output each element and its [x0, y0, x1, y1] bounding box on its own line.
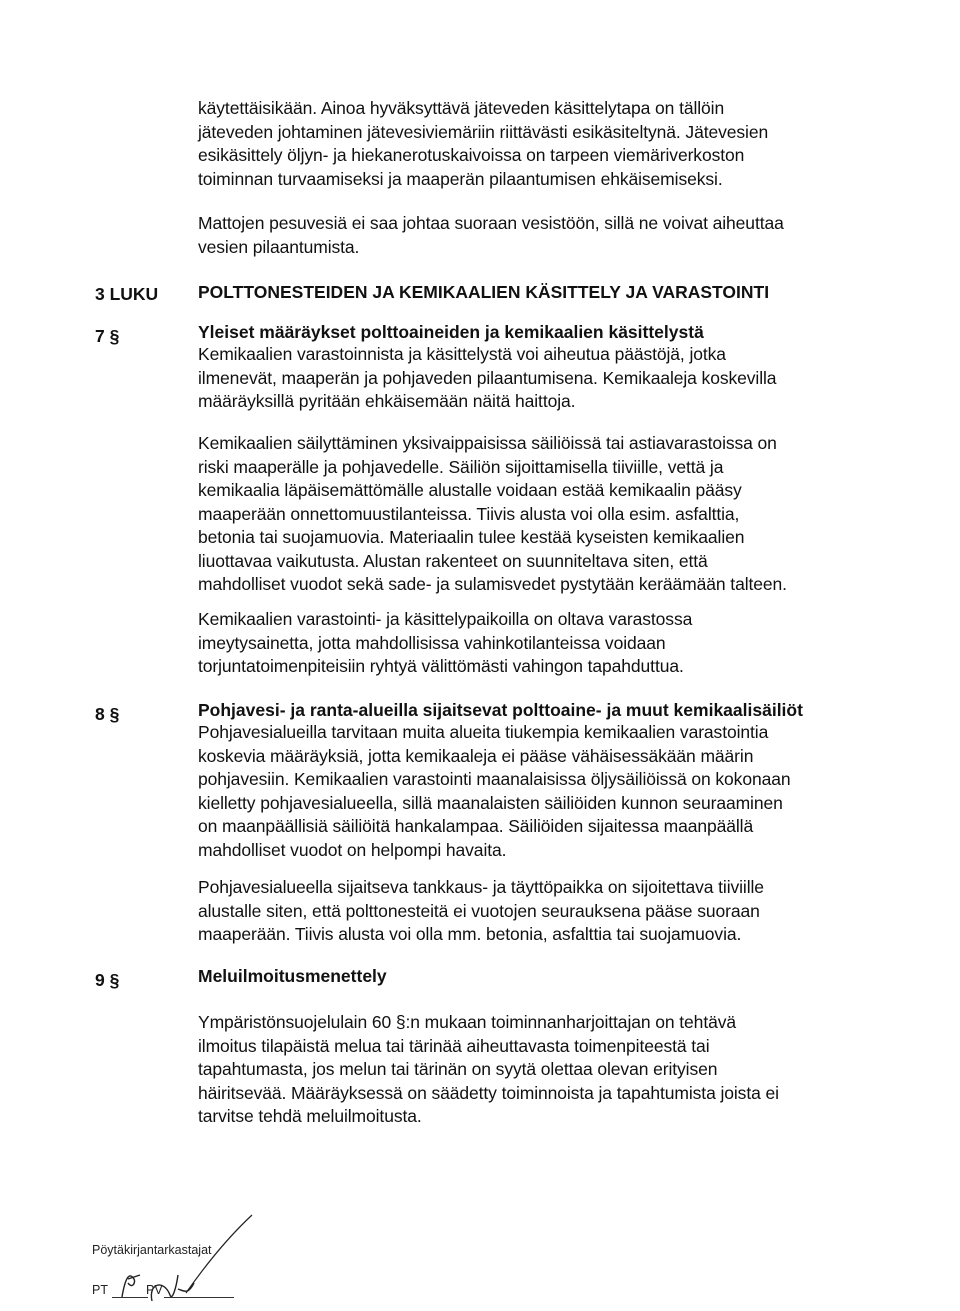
section-label-8: 8 §: [95, 704, 120, 724]
footer-pv-label: PV: [146, 1283, 163, 1297]
text-line: kemikaalia läpäisemättömälle alustalle voidaan estää kemikaalin pääsy: [198, 480, 742, 500]
chapter-title: POLTTONESTEIDEN JA KEMIKAALIEN KÄSITTELY JA VARASTOINTI: [198, 282, 770, 302]
text-line: imeytysainetta, jotta mahdollisissa vahinkotilanteissa voidaan: [198, 632, 666, 653]
text-line: on maanpäällisiä säiliöitä hankalampaa. Säiliöiden sijaitessa maanpäällä: [198, 816, 754, 836]
text-line: maaperään. Tiivis alusta voi olla mm. betonia, asfalttia tai suojamuovia.: [198, 924, 742, 944]
section-label-9: 9 §: [95, 970, 120, 990]
section-heading-7: Yleiset määräykset polttoaineiden ja kemikaalien käsittelystä: [198, 322, 704, 342]
section-heading-8: Pohjavesi- ja ranta-alueilla sijaitsevat polttoaine- ja muut kemikaalisäiliöt: [198, 700, 803, 720]
text-line: Kemikaalien varastoinnista ja käsittelystä voi aiheutua päästöjä, jotka: [198, 344, 726, 364]
text-line: toiminnan turvaamiseksi ja maaperän pilaantumisen ehkäisemiseksi.: [198, 168, 723, 189]
text-line: Pohjavesialueella sijaitseva tankkaus- ja täyttöpaikka on sijoitettava tiiviille: [198, 877, 764, 897]
text-line: Ympäristönsuojelulain 60 §:n mukaan toiminnanharjoittajan on tehtävä: [198, 1012, 736, 1032]
text-line: määräyksillä pyritään ehkäisemään näitä haittoja.: [198, 391, 576, 411]
footer-title: Pöytäkirjantarkastajat: [92, 1243, 212, 1257]
text-line: käytettäisikään. Ainoa hyväksyttävä jäteveden käsittelytapa on tällöin: [198, 98, 725, 118]
section-label-7: 7 §: [95, 326, 120, 346]
text-line: ilmenevät, maaperän ja pohjaveden pilaantumisena. Kemikaaleja koskevilla: [198, 367, 777, 388]
text-line: koskevia määräyksiä, jotta kemikaaleja ei pääse vähäisessäkään määrin: [198, 745, 754, 766]
text-line: tapahtumasta, jos melun tai tärinän on syytä olettaa olevan erityisen: [198, 1059, 718, 1079]
text-line: ilmoitus tilapäistä melua tai tärinää aiheuttavasta toimenpiteestä tai: [198, 1035, 710, 1056]
text-line: Kemikaalien varastointi- ja käsittelypaikoilla on oltava varastossa: [198, 609, 693, 629]
text-line: betonia tai suojamuovia. Materiaalin tulee kestää kyseisten kemikaalien: [198, 527, 745, 547]
handwritten-signature: [92, 1213, 272, 1303]
intro-paragraph-1: [198, 97, 898, 191]
text-line: häiritsevää. Määräyksessä on säädetty toiminnoista ja tapahtumista joista ei: [198, 1082, 779, 1103]
text-line: esikäsittely öljyn- ja hiekanerotuskaivoissa on tarpeen viemäriverkoston: [198, 145, 745, 165]
section-7-paragraph-1: [198, 343, 898, 414]
section-7-paragraph-3: [198, 608, 898, 679]
text-line: vesien pilaantumista.: [198, 236, 360, 257]
text-line: Mattojen pesuvesiä ei saa johtaa suoraan vesistöön, sillä ne voivat aiheuttaa: [198, 213, 784, 233]
chapter-label: 3 LUKU: [95, 284, 159, 304]
text-line: Pohjavesialueilla tarvitaan muita alueita tiukempia kemikaalien varastointia: [198, 722, 769, 742]
text-line: Kemikaalien säilyttäminen yksivaippaisissa säiliöissä tai astiavarastoissa on: [198, 433, 777, 453]
section-8-paragraph-1: [198, 721, 898, 862]
signature-block: [92, 1213, 272, 1303]
section-7-paragraph-2: [198, 432, 898, 597]
text-line: torjuntatoimenpiteisiin ryhtyä välittömästi vahingon tapahduttua.: [198, 656, 684, 676]
text-line: alustalle siten, että polttonesteitä ei vuotojen seurauksena pääse suoraan: [198, 900, 760, 921]
text-line: maaperään onnettomuustilanteissa. Tiivis alusta voi olla esim. asfalttia,: [198, 503, 740, 524]
section-heading-9: Meluilmoitusmenettely: [198, 966, 387, 986]
text-line: mahdolliset vuodot sekä sade- ja sulamisvedet pystytään keräämään talteen.: [198, 574, 787, 594]
intro-paragraph-2: [198, 212, 898, 259]
text-line: tarvitse tehdä meluilmoitusta.: [198, 1106, 422, 1126]
footer-pt-label: PT: [92, 1283, 108, 1297]
text-line: riski maaperälle ja pohjavedelle. Säiliön sijoittamisella tiiviille, vettä ja: [198, 456, 724, 477]
text-line: jäteveden johtaminen jätevesiviemäriin riittävästi esikäsiteltynä. Jätevesien: [198, 121, 769, 142]
text-line: kielletty pohjavesialueella, sillä maanalaisten säiliöiden kunnon seuraaminen: [198, 792, 783, 813]
text-line: pohjavesiin. Kemikaalien varastointi maanalaisissa öljysäiliöissä on kokonaan: [198, 769, 791, 789]
text-line: mahdolliset vuodot on helpompi havaita.: [198, 839, 507, 860]
section-8-paragraph-2: [198, 876, 898, 947]
text-line: liuottavaa vaikutusta. Alustan rakenteet on suunniteltava siten, että: [198, 550, 708, 571]
section-9-paragraph-1: [198, 1011, 898, 1129]
